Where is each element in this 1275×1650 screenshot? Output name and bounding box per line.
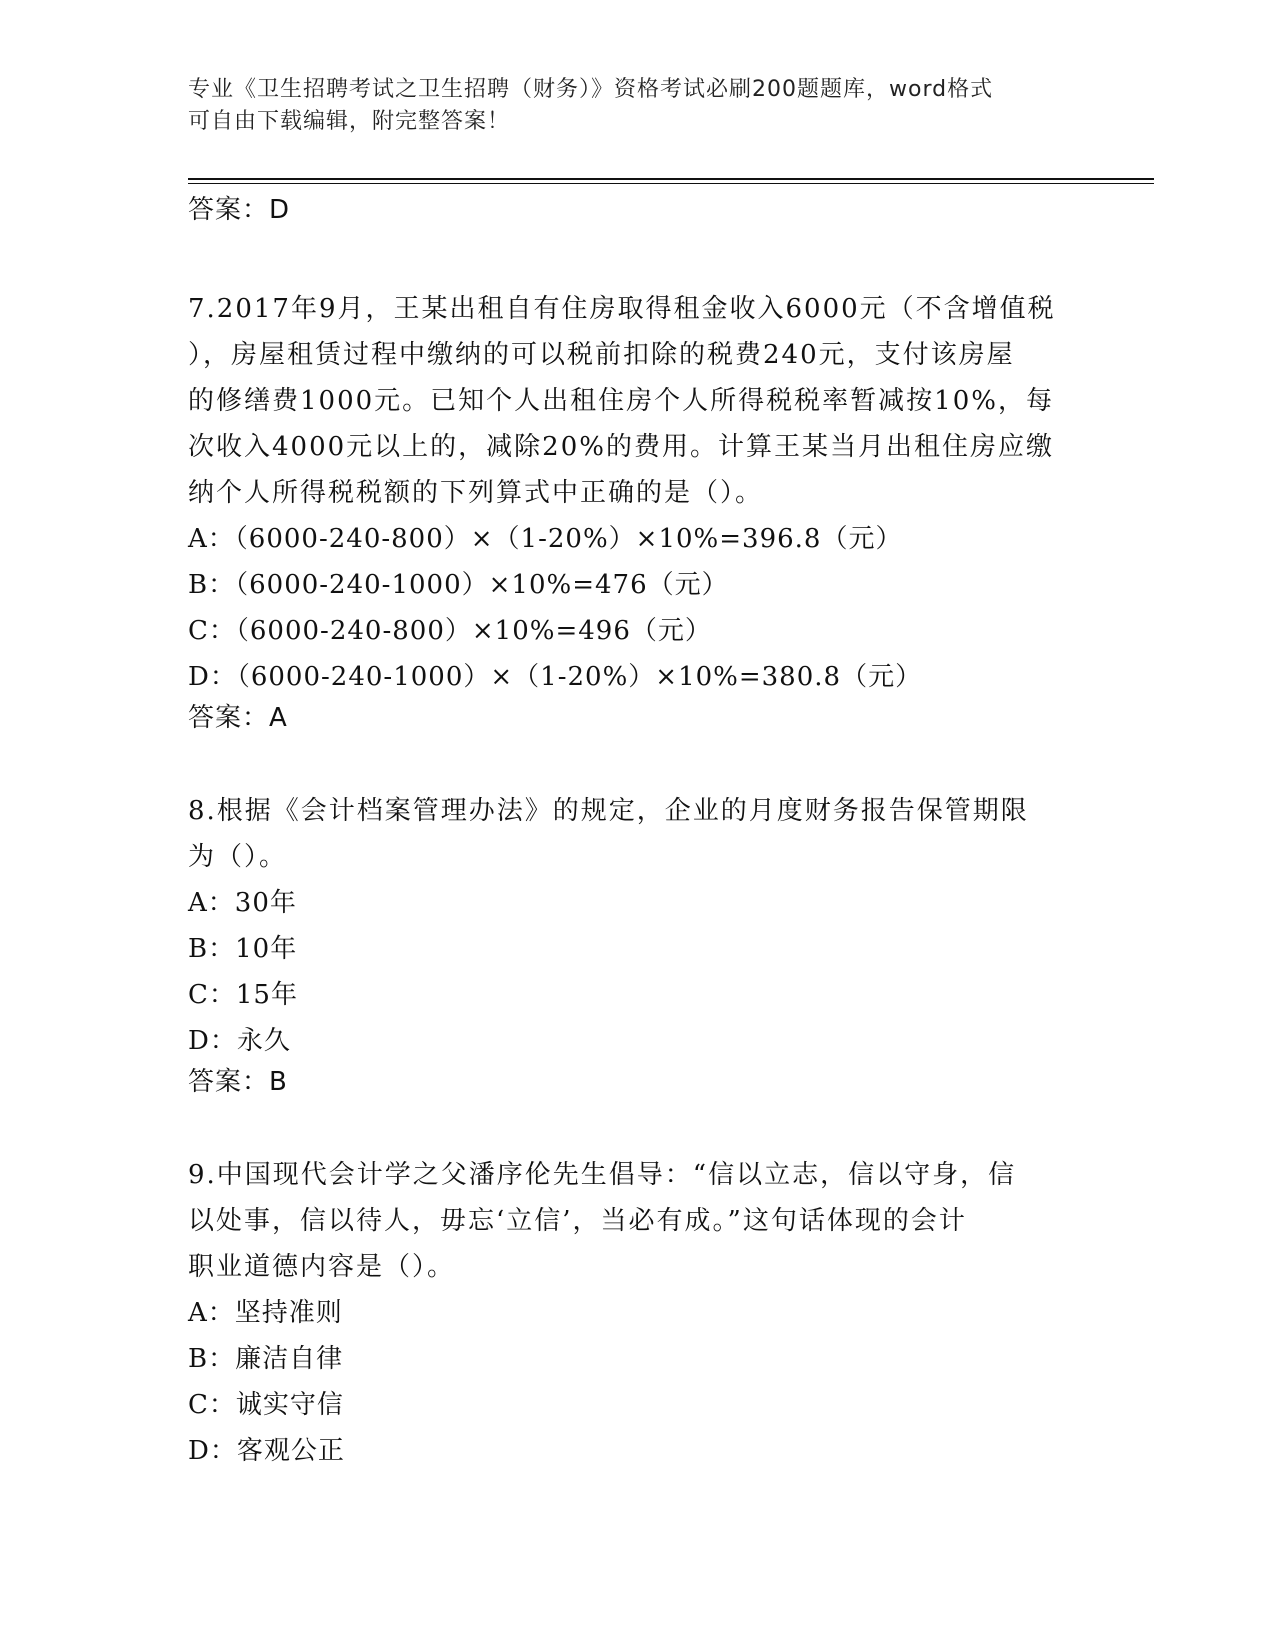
question-stem-line: 的修缮费1000元。已知个人出租住房个人所得税税率暂减按10%，每 (188, 386, 1054, 416)
option-b: B：廉洁自律 (188, 1344, 344, 1374)
question-block-9 (188, 1152, 1088, 1474)
question-block-8 (188, 788, 1088, 1100)
answer-line: 答案：B (188, 1067, 288, 1097)
question-stem-line: 为（）。 (188, 842, 288, 872)
option-d: D：永久 (188, 1026, 291, 1056)
header-line-1: 专业《卫生招聘考试之卫生招聘（财务）》资格考试必刷200题题库，word格式 (188, 77, 994, 102)
question-stem-line: 7.2017年9月，王某出租自有住房取得租金收入6000元（不含增值税 (188, 294, 1056, 324)
option-c: C：15年 (188, 980, 298, 1010)
option-c: C：诚实守信 (188, 1390, 344, 1420)
option-a: A：30年 (188, 888, 297, 918)
spacer (188, 228, 1088, 286)
answer-line: 答案：D (188, 195, 291, 225)
document-header (188, 74, 1088, 138)
question-stem-line: 职业道德内容是（）。 (188, 1252, 456, 1282)
option-b: B：（6000-240-1000）×10%=476（元） (188, 570, 729, 600)
document-body (188, 192, 1088, 1474)
spacer (188, 1100, 1088, 1152)
header-divider-thick (188, 178, 1154, 180)
question-stem-line: 次收入4000元以上的，减除20%的费用。计算王某当月出租住房应缴 (188, 432, 1054, 462)
option-a: A：（6000-240-800）×（1-20%）×10%=396.8（元） (188, 524, 903, 554)
option-c: C：（6000-240-800）×10%=496（元） (188, 616, 712, 646)
question-stem-line: 8.根据《会计档案管理办法》的规定，企业的月度财务报告保管期限 (188, 796, 1029, 826)
question-stem-line: 9.中国现代会计学之父潘序伦先生倡导：“信以立志，信以守身，信 (188, 1160, 1017, 1190)
question-stem-line: ），房屋租赁过程中缴纳的可以税前扣除的税费240元，支付该房屋 (188, 340, 1015, 370)
option-a: A：坚持准则 (188, 1298, 343, 1328)
option-b: B：10年 (188, 934, 298, 964)
question-block-7 (188, 286, 1088, 736)
header-line-2: 可自由下载编辑，附完整答案！ (188, 109, 511, 134)
spacer (188, 736, 1088, 788)
option-d: D：（6000-240-1000）×（1-20%）×10%=380.8（元） (188, 662, 923, 692)
option-d: D：客观公正 (188, 1436, 345, 1466)
question-stem-line: 纳个人所得税税额的下列算式中正确的是（）。 (188, 478, 764, 508)
question-stem-line: 以处事，信以待人，毋忘‘立信’，当必有成。”这句话体现的会计 (188, 1206, 967, 1236)
answer-line: 答案：A (188, 703, 288, 733)
header-divider-thin (188, 183, 1154, 184)
